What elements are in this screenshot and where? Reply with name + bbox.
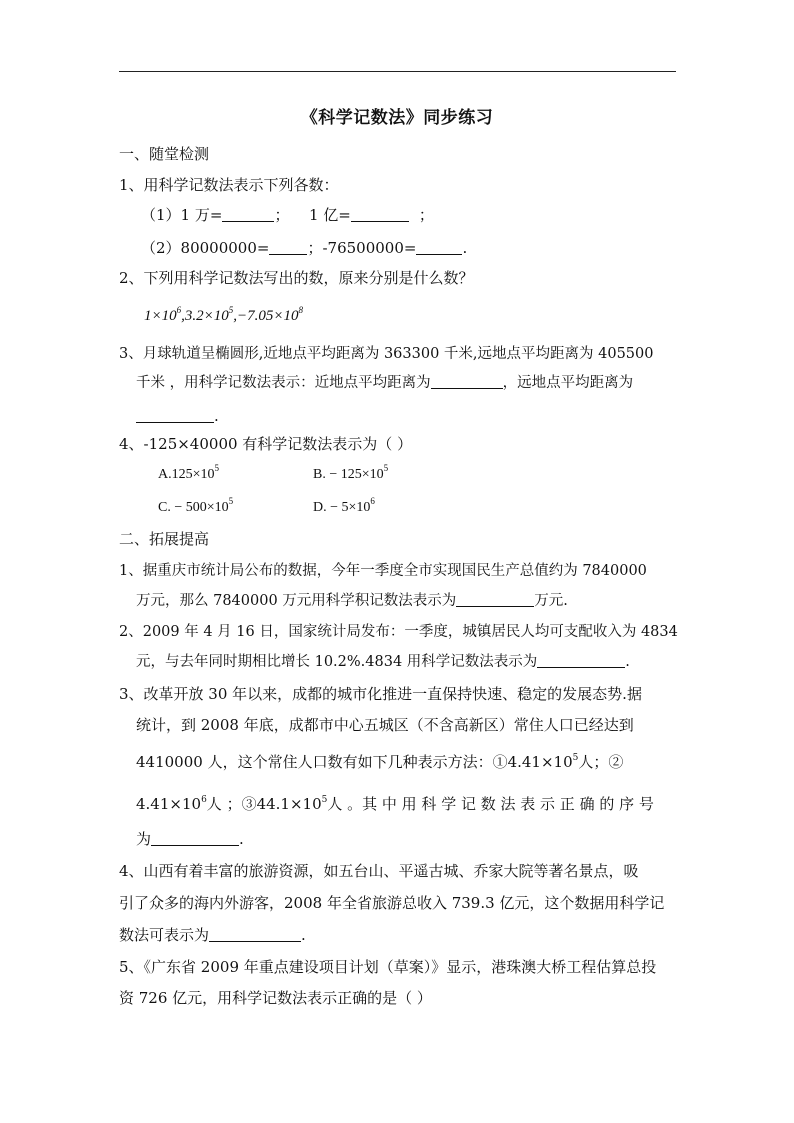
s1-q1-p1b: ； (274, 206, 290, 224)
s1-q1-part2 (141, 237, 467, 259)
option-a-text: A.125×10 (158, 467, 215, 482)
option-a-exponent: 5 (214, 463, 220, 474)
s2-q3-line5 (136, 828, 244, 850)
s1-q1-part1 (141, 204, 289, 226)
page-title: 《科学记数法》同步练习 (300, 108, 494, 128)
s2-q3-line4b-exponent: 5 (321, 795, 328, 805)
s2-q3-line4c: 人 。其 中 用 科 学 记 数 法 表 示 正 确 的 序 号 (327, 795, 654, 813)
option-c-exponent: 5 (228, 496, 234, 507)
answer-blank[interactable] (416, 239, 462, 255)
s1-q1-stem: 1、用科学记数法表示下列各数： (119, 176, 339, 194)
s1-q3-line3-end: . (214, 407, 219, 425)
s1-q4-stem: 4、-125×40000 有科学记数法表示为（ ） (119, 435, 413, 453)
s2-q4-line1: 4、山西有着丰富的旅游资源，如五台山、平遥古城、乔家大院等著名景点，吸 (119, 862, 639, 880)
s1-q3-line2 (136, 372, 633, 394)
option-d (313, 497, 375, 519)
s2-q3-line3a: 4410000 人，这个常住人口数有如下几种表示方法：①4.41×10 (136, 753, 573, 771)
answer-blank[interactable] (136, 407, 214, 423)
answer-blank[interactable] (269, 239, 307, 255)
option-a (158, 464, 219, 486)
s2-q2-line2a: 元，与去年同时期相比增长 10.2%.4834 用科学记数法表示为 (136, 654, 538, 670)
s1-q1-p2c: . (462, 239, 468, 257)
s2-q3-line4a: 4.41×10 (136, 795, 202, 813)
s1-q1-p1c: 1 亿= (309, 206, 351, 224)
s1-q3-line2a: 千米 ，用科学记数法表示：近地点平均距离为 (136, 375, 431, 391)
s2-q4-line2: 引了众多的海内外游客，2008 年全省旅游总收入 739.3 亿元，这个数据用科学记 (119, 894, 665, 912)
answer-blank[interactable] (431, 373, 503, 389)
expr-c-exponent: 8 (298, 305, 303, 315)
s2-q3-line1: 3、改革开放 30 年以来，成都的城市化推进一直保持快速、稳定的发展态势.据 (119, 685, 642, 703)
s2-q1-line1: 1、据重庆市统计局公布的数据，今年一季度全市实现国民生产总值约为 7840000 (119, 563, 647, 579)
option-c-text: C. − 500×10 (158, 500, 229, 515)
s2-q5-line2: 资 726 亿元，用科学记数法表示正确的是（ ） (119, 989, 432, 1007)
s1-q2-stem: 2、下列用科学记数法写出的数，原来分别是什么数？ (119, 269, 474, 287)
s2-q2-line2b: . (625, 654, 630, 670)
option-c (158, 497, 233, 519)
option-d-exponent: 6 (370, 496, 375, 507)
answer-blank[interactable] (456, 591, 534, 607)
s1-q1-p2a: （2）80000000= (141, 239, 270, 257)
s2-q3-line4a-exponent: 6 (201, 795, 207, 805)
s2-q2-line2 (136, 651, 630, 673)
s2-q2-line1: 2、2009 年 4 月 16 日，国家统计局发布：一季度，城镇居民人均可支配收入为 4834 (119, 624, 678, 640)
expr-b: ,3.2×10 (181, 308, 229, 324)
s2-q3-line4b: 人 ；③44.1×10 (206, 795, 322, 813)
s2-q3-line2: 统计，到 2008 年底，成都市中心五城区（不含高新区）常住人口已经达到 (136, 716, 634, 734)
option-b-exponent: 5 (383, 463, 389, 474)
s1-q1-part1b (309, 204, 434, 226)
s2-q4-line3b: . (301, 926, 306, 944)
option-b (313, 464, 388, 486)
option-b-text: B. − 125×10 (313, 467, 384, 482)
s2-q3-line3 (136, 751, 623, 773)
s2-q3-line5a: 为 (136, 830, 152, 848)
s2-q1-line2a: 万元，那么 7840000 万元用科学积记数法表示为 (136, 593, 457, 609)
expr-a-exponent: 6 (176, 305, 182, 315)
header-rule (119, 71, 676, 72)
section1-heading: 一、随堂检测 (119, 145, 210, 163)
answer-blank[interactable] (351, 206, 409, 222)
s2-q3-line3-exponent: 5 (572, 753, 579, 763)
s2-q3-line5b: . (239, 830, 244, 848)
s1-q2-expression (144, 305, 303, 327)
expr-a: 1×10 (144, 308, 177, 324)
answer-blank[interactable] (537, 652, 625, 668)
expr-b-exponent: 5 (228, 305, 234, 315)
s2-q4-line3a: 数法可表示为 (119, 926, 210, 944)
section2-heading: 二、拓展提高 (119, 530, 210, 548)
s1-q3-line1: 3、月球轨道呈椭圆形,近地点平均距离为 363300 千米,远地点平均距离为 405500 (119, 346, 654, 362)
expr-c: ,−7.05×10 (233, 308, 299, 324)
s2-q1-line2b: 万元. (534, 593, 568, 609)
s1-q1-p1d: ； (418, 206, 434, 224)
s1-q1-p1a: （1）1 万= (141, 206, 223, 224)
s2-q5-line1: 5、《广东省 2009 年重点建设项目计划（草案）》显示，港珠澳大桥工程估算总投 (119, 958, 657, 976)
s2-q3-line4 (136, 793, 654, 815)
s2-q4-line3 (119, 924, 306, 946)
s1-q3-line3 (136, 405, 219, 427)
option-d-text: D. − 5×10 (313, 500, 371, 515)
answer-blank[interactable] (209, 926, 301, 942)
s2-q1-line2 (136, 590, 568, 612)
s2-q3-line3b: 人；② (578, 753, 624, 771)
s1-q3-line2b: ，远地点平均距离为 (502, 375, 634, 391)
s1-q1-p2b: ；-76500000= (307, 239, 417, 257)
answer-blank[interactable] (151, 830, 239, 846)
answer-blank[interactable] (222, 206, 274, 222)
